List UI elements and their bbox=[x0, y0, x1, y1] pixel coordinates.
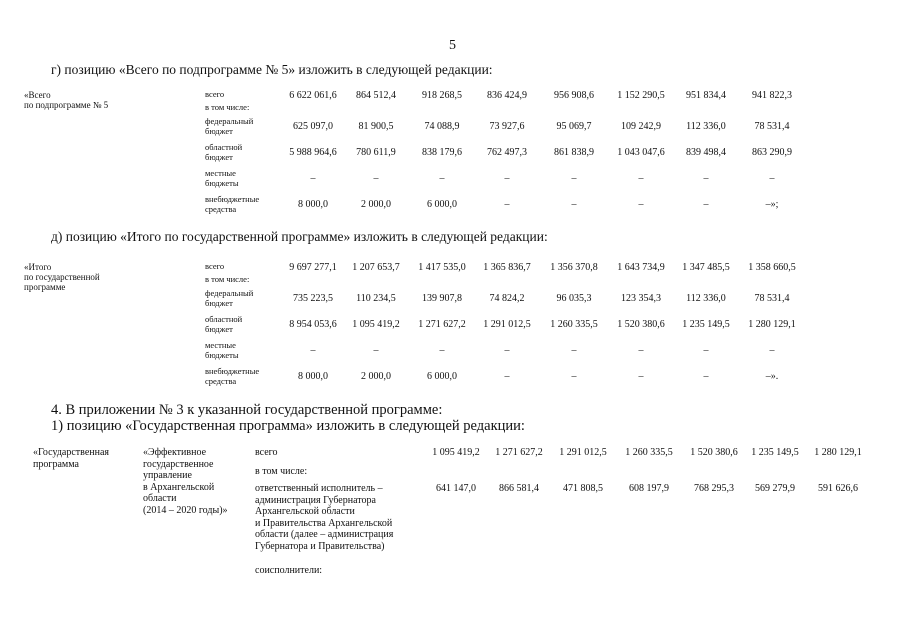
section-g-cell: 112 336,0 bbox=[686, 121, 726, 132]
app3-total-cell: 1 235 149,5 bbox=[751, 447, 799, 458]
section-d-cell: 139 907,8 bbox=[422, 293, 462, 304]
section-d-row-label-line: областной bbox=[205, 314, 243, 324]
section-d-cell: 8 000,0 bbox=[298, 371, 328, 382]
section-g-row-label-line: бюджет bbox=[205, 125, 233, 136]
section-g-row-label bbox=[205, 90, 224, 100]
point-4-1-heading: 1) позицию «Государственная программа» изложить в следующей редакции: bbox=[51, 418, 525, 434]
section-d-cell: – bbox=[703, 371, 709, 382]
section-g-row-label-line: бюджет bbox=[205, 151, 233, 162]
section-d-cell: 1 643 734,9 bbox=[617, 262, 665, 273]
section-d-cell: – bbox=[571, 371, 577, 382]
section-d-cell: 110 234,5 bbox=[356, 293, 396, 304]
section-g-cell: 836 424,9 bbox=[487, 90, 527, 101]
section-d-cell: 74 824,2 bbox=[489, 293, 525, 304]
app3-col2-line: области bbox=[143, 493, 177, 504]
app3-col2 bbox=[143, 447, 228, 516]
app3-total-cell: 1 291 012,5 bbox=[559, 447, 607, 458]
section-g-cell: – bbox=[571, 199, 577, 210]
app3-exec-cell: 768 295,3 bbox=[694, 483, 734, 494]
app3-exec-cell: 569 279,9 bbox=[755, 483, 795, 494]
section-d-cell: 1 358 660,5 bbox=[748, 262, 796, 273]
section-d-cell: 123 354,3 bbox=[621, 293, 661, 304]
section-d-cell: – bbox=[373, 345, 379, 356]
section-g-row-label-line: средства bbox=[205, 203, 237, 214]
section-d-cell: – bbox=[769, 345, 775, 356]
section-g-cell: 861 838,9 bbox=[554, 147, 594, 158]
section-d-cell: 1 347 485,5 bbox=[682, 262, 730, 273]
section-g-row-label bbox=[205, 195, 259, 214]
section-g-cell: 839 498,4 bbox=[686, 147, 726, 158]
section-d-row-label bbox=[205, 275, 249, 285]
app3-exec-line: области (далее – администрация bbox=[255, 529, 394, 540]
section-g-cell: 762 497,3 bbox=[487, 147, 527, 158]
section-g-cell: 864 512,4 bbox=[356, 90, 396, 101]
section-d-cell: – bbox=[439, 345, 445, 356]
section-d-cell: 1 271 627,2 bbox=[418, 319, 466, 330]
app3-exec-cell: 641 147,0 bbox=[436, 483, 476, 494]
section-d-row-label-line: в том числе: bbox=[205, 274, 250, 284]
section-g-row-label bbox=[205, 169, 239, 188]
section-d-cell: 1 207 653,7 bbox=[352, 262, 400, 273]
app3-exec-line: ответственный исполнитель – bbox=[255, 483, 383, 494]
section-g-cell: – bbox=[769, 173, 775, 184]
section-d-row-label-line: бюджет bbox=[205, 323, 233, 334]
section-g-row-label-line: областной bbox=[205, 142, 243, 152]
app3-total-label: всего bbox=[255, 447, 278, 458]
section-g-row-label bbox=[24, 90, 108, 110]
section-g-cell: –»; bbox=[765, 199, 779, 210]
point-4-heading: 4. В приложении № 3 к указанной государственной программе: bbox=[51, 402, 443, 418]
section-g-cell: 625 097,0 bbox=[293, 121, 333, 132]
app3-including-label: в том числе: bbox=[255, 466, 308, 477]
app3-exec-cell: 591 626,6 bbox=[818, 483, 858, 494]
section-d-cell: 9 697 277,1 bbox=[289, 262, 337, 273]
section-d-cell: – bbox=[504, 371, 510, 382]
app3-col1-line: программа bbox=[33, 458, 79, 470]
app3-exec-line: Архангельской области bbox=[255, 506, 355, 517]
section-g-row-label-line: федеральный bbox=[205, 116, 254, 126]
section-g-row-label-line: местные bbox=[205, 168, 236, 178]
section-d-label-line: программе bbox=[24, 282, 66, 292]
section-d-label-line: по государственной bbox=[24, 272, 100, 282]
section-g-row-label bbox=[205, 117, 253, 136]
section-d-cell: 112 336,0 bbox=[686, 293, 726, 304]
app3-col2-line: «Эффективное bbox=[143, 447, 207, 458]
section-d-row-label-line: всего bbox=[205, 261, 225, 271]
section-g-cell: 109 242,9 bbox=[621, 121, 661, 132]
section-g-cell: 78 531,4 bbox=[754, 121, 790, 132]
section-d-cell: –». bbox=[765, 371, 779, 382]
section-d-row-label bbox=[205, 315, 242, 334]
section-d-cell: – bbox=[310, 345, 316, 356]
section-d-row-label-line: внебюджетные bbox=[205, 366, 260, 376]
app3-total-cell: 1 520 380,6 bbox=[690, 447, 738, 458]
app3-exec-line: и Правительства Архангельской bbox=[255, 517, 393, 529]
app3-exec-label bbox=[255, 483, 393, 552]
section-g-heading: г) позицию «Всего по подпрограмме № 5» изложить в следующей редакции: bbox=[51, 62, 493, 77]
section-g-cell: – bbox=[373, 173, 379, 184]
section-d-cell: 1 095 419,2 bbox=[352, 319, 400, 330]
section-d-cell: – bbox=[703, 345, 709, 356]
app3-col2-line: (2014 – 2020 годы)» bbox=[143, 504, 228, 516]
section-g-cell: 951 834,4 bbox=[686, 90, 726, 101]
section-g-cell: 780 611,9 bbox=[356, 147, 396, 158]
section-d-cell: 1 235 149,5 bbox=[682, 319, 730, 330]
section-d-cell: – bbox=[638, 345, 644, 356]
section-g-cell: – bbox=[638, 199, 644, 210]
section-d-heading: д) позицию «Итого по государственной программе» изложить в следующей редакции: bbox=[51, 229, 548, 244]
section-g-cell: – bbox=[310, 173, 316, 184]
section-d-cell: 1 291 012,5 bbox=[483, 319, 531, 330]
section-d-row-label-line: бюджет bbox=[205, 297, 233, 308]
app3-exec-line: Губернатора и Правительства) bbox=[255, 540, 385, 552]
section-d-cell: 78 531,4 bbox=[754, 293, 790, 304]
section-g-cell: 863 290,9 bbox=[752, 147, 792, 158]
section-d-cell: 1 365 836,7 bbox=[483, 262, 531, 273]
section-g-row-label-line: всего bbox=[205, 89, 225, 99]
section-g-cell: 5 988 964,6 bbox=[289, 147, 337, 158]
section-g-cell: 941 822,3 bbox=[752, 90, 792, 101]
section-g-row-label-line: бюджеты bbox=[205, 177, 239, 188]
section-d-row-label bbox=[205, 367, 259, 386]
section-d-cell: 2 000,0 bbox=[361, 371, 391, 382]
section-g-label-line: по подпрограмме № 5 bbox=[24, 100, 109, 110]
section-d-cell: – bbox=[571, 345, 577, 356]
section-d-row-label bbox=[24, 262, 100, 292]
app3-col2-line: управление bbox=[143, 470, 192, 481]
app3-total-cell: 1 260 335,5 bbox=[625, 447, 673, 458]
section-d-row-label-line: бюджеты bbox=[205, 349, 239, 360]
section-g-cell: 1 152 290,5 bbox=[617, 90, 665, 101]
section-d-row-label bbox=[205, 289, 253, 308]
section-g-cell: 74 088,9 bbox=[424, 121, 460, 132]
section-d-cell: – bbox=[504, 345, 510, 356]
section-g-cell: – bbox=[571, 173, 577, 184]
app3-total-cell: 1 095 419,2 bbox=[432, 447, 480, 458]
app3-exec-line: администрация Губернатора bbox=[255, 494, 376, 506]
section-g-row-label-line: в том числе: bbox=[205, 102, 250, 112]
section-d-cell: 1 417 535,0 bbox=[418, 262, 466, 273]
section-d-cell: 6 000,0 bbox=[427, 371, 457, 382]
app3-col2-line: государственное bbox=[143, 458, 214, 470]
section-d-cell: 1 356 370,8 bbox=[550, 262, 598, 273]
section-g-row-label-line: внебюджетные bbox=[205, 194, 260, 204]
section-g-cell: 838 179,6 bbox=[422, 147, 462, 158]
section-d-row-label bbox=[205, 262, 224, 272]
section-g-cell: 6 622 061,6 bbox=[289, 90, 337, 101]
app3-total-cell: 1 271 627,2 bbox=[495, 447, 543, 458]
section-d-cell: 96 035,3 bbox=[556, 293, 592, 304]
app3-col1 bbox=[33, 447, 109, 470]
section-d-cell: 1 260 335,5 bbox=[550, 319, 598, 330]
section-g-cell: – bbox=[703, 199, 709, 210]
section-d-row-label-line: местные bbox=[205, 340, 236, 350]
section-g-cell: 2 000,0 bbox=[361, 199, 391, 210]
section-g-cell: 1 043 047,6 bbox=[617, 147, 665, 158]
section-g-cell: – bbox=[703, 173, 709, 184]
app3-coexec-label: соисполнители: bbox=[255, 565, 323, 576]
section-d-row-label bbox=[205, 341, 239, 360]
section-d-cell: 8 954 053,6 bbox=[289, 319, 337, 330]
section-g-label-line: «Всего bbox=[24, 90, 51, 100]
section-d-cell: 1 280 129,1 bbox=[748, 319, 796, 330]
section-d-row-label-line: федеральный bbox=[205, 288, 254, 298]
section-g-cell: – bbox=[439, 173, 445, 184]
section-g-cell: 81 900,5 bbox=[358, 121, 394, 132]
section-d-cell: 735 223,5 bbox=[293, 293, 333, 304]
section-g-cell: 73 927,6 bbox=[489, 121, 525, 132]
app3-exec-cell: 608 197,9 bbox=[629, 483, 669, 494]
app3-exec-cell: 866 581,4 bbox=[499, 483, 539, 494]
section-g-row-label bbox=[205, 143, 242, 162]
app3-col2-line: в Архангельской bbox=[143, 481, 215, 493]
section-g-cell: 6 000,0 bbox=[427, 199, 457, 210]
section-g-cell: 956 908,6 bbox=[554, 90, 594, 101]
section-d-cell: – bbox=[638, 371, 644, 382]
section-g-cell: – bbox=[504, 199, 510, 210]
app3-total-cell: 1 280 129,1 bbox=[814, 447, 862, 458]
section-d-row-label-line: средства bbox=[205, 375, 237, 386]
section-d-label-line: «Итого bbox=[24, 262, 52, 272]
section-d-cell: 1 520 380,6 bbox=[617, 319, 665, 330]
section-g-cell: 8 000,0 bbox=[298, 199, 328, 210]
section-g-cell: 95 069,7 bbox=[556, 121, 592, 132]
section-g-cell: – bbox=[638, 173, 644, 184]
section-g-cell: – bbox=[504, 173, 510, 184]
section-g-cell: 918 268,5 bbox=[422, 90, 462, 101]
section-g-row-label bbox=[205, 103, 249, 113]
app3-exec-cell: 471 808,5 bbox=[563, 483, 603, 494]
app3-col1-line: «Государственная bbox=[33, 447, 110, 458]
page-number: 5 bbox=[449, 38, 456, 53]
